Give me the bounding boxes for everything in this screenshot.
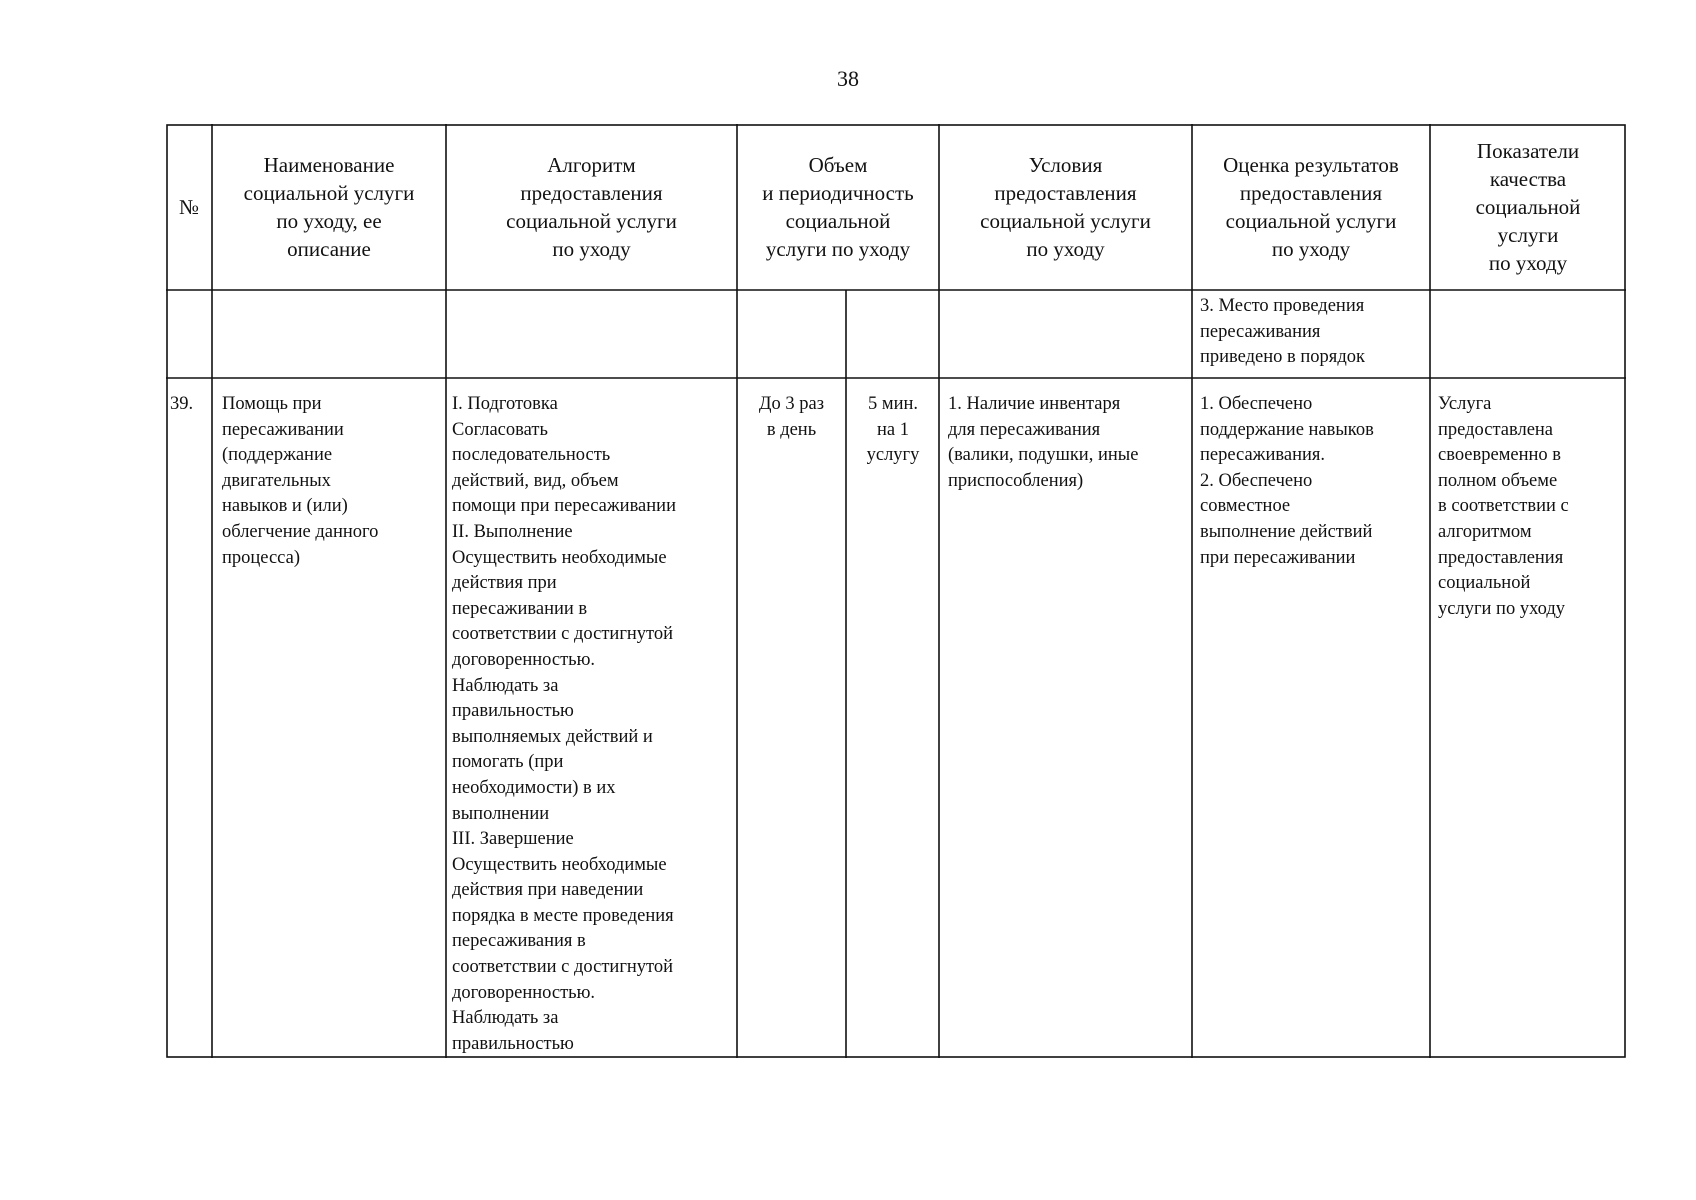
row-39-service-name: Помощь при пересаживании (поддержание двигательных навыков и (или) облегчение данного процесса) (222, 394, 379, 568)
header-number: № (178, 195, 200, 219)
header-volume-periodicity: Объем и периодичность социальной услуги по уходу (762, 153, 914, 261)
header-conditions: Условия предоставления социальной услуги по уходу (980, 153, 1151, 261)
page-number: 38 (837, 66, 859, 91)
header-evaluation: Оценка результатов предоставления социальной услуги по уходу (1223, 153, 1399, 261)
row-39-evaluation: 1. Обеспечено поддержание навыков пересаживания. 2. Обеспечено совместное выполнение действий при пересаживании (1200, 394, 1374, 568)
header-algorithm: Алгоритм предоставления социальной услуги по уходу (506, 153, 677, 261)
row-39-algorithm: I. Подготовка Согласовать последовательность действий, вид, объем помощи при пересаживании II. Выполнение Осуществить необходимые действия при пересаживании в соответствии с достигнутой договоренностью. Наблюдать за правильностью выполняемых действий и помогать (при необходимости) в их выполнении III. Завершение Осуществить необходимые действия при наведении порядка в месте проведения пересаживания в соответствии с достигнутой договоренностью. Наблюдать за правильностью (452, 394, 676, 1054)
continuation-evaluation: 3. Место проведения пересаживания приведено в порядок (1200, 296, 1365, 368)
row-39-conditions: 1. Наличие инвентаря для пересаживания (валики, подушки, иные приспособления) (948, 394, 1139, 491)
header-service-name: Наименование социальной услуги по уходу, ее описание (243, 153, 415, 261)
row-39-number: 39. (170, 394, 194, 414)
services-table (166, 124, 1626, 1058)
row-39-volume: До 3 раз в день (758, 394, 825, 440)
header-quality: Показатели качества социальной услуги по уходу (1475, 139, 1581, 275)
row-39-quality: Услуга предоставлена своевременно в полном объеме в соответствии с алгоритмом предоставления социальной услуги по уходу (1438, 394, 1569, 619)
row-39-periodicity: 5 мин. на 1 услугу (866, 394, 920, 466)
